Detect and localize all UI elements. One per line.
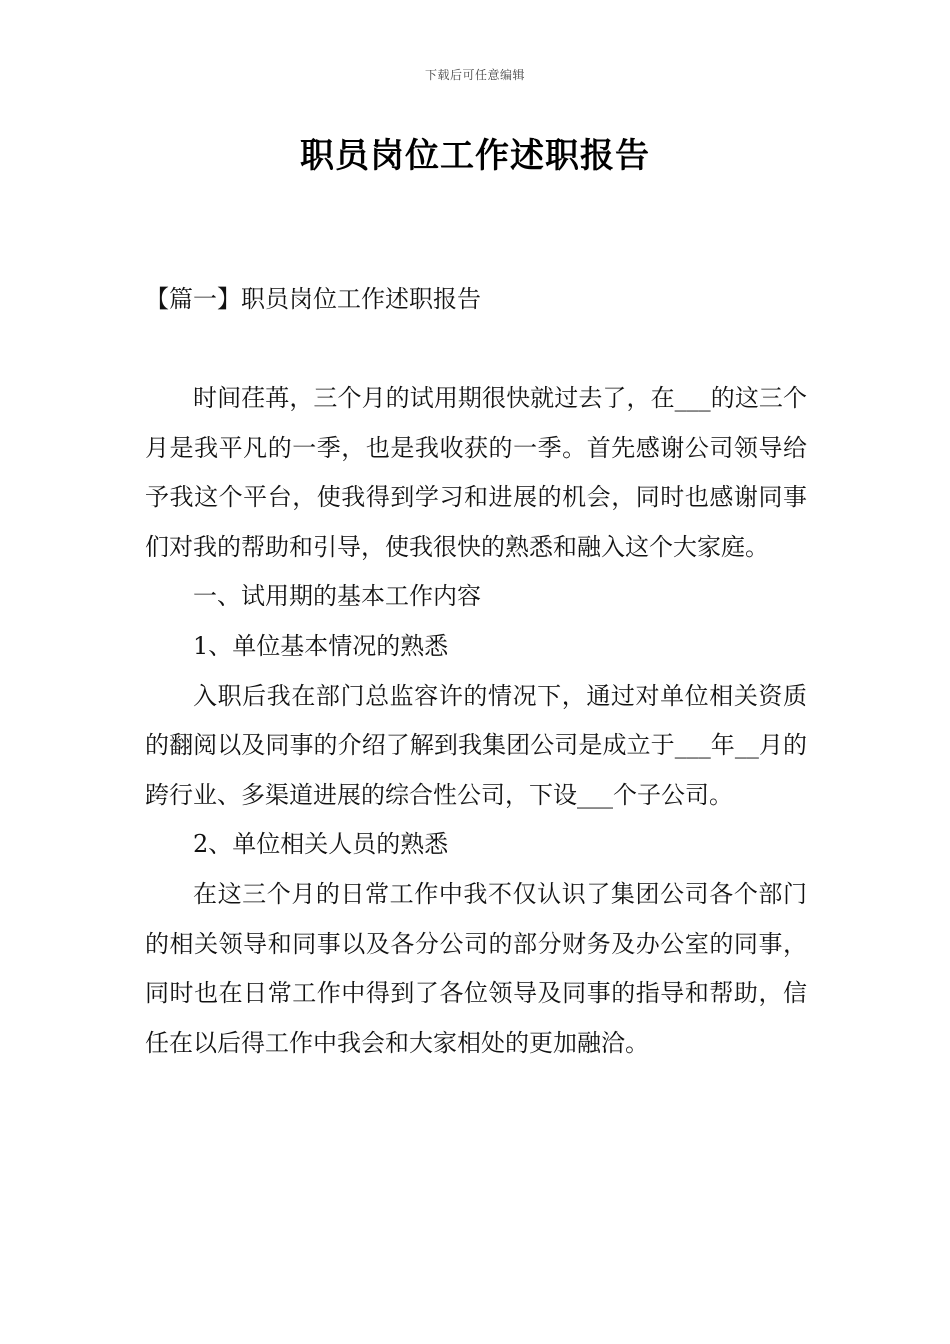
paragraph-intro: 时间荏苒，三个月的试用期很快就过去了，在___的这三个月是我平凡的一季，也是我收获的一季。首先感谢公司领导给予我这个平台，使我得到学习和进展的机会，同时也感谢同事们对我的帮助和引导，使我很快的熟悉和融入这个大家庭。 (145, 384, 807, 561)
document-title: 职员岗位工作述职报告 (300, 136, 650, 176)
heading-probation-work: 一、试用期的基本工作内容 (193, 582, 481, 611)
subheading-staff-familiarity: 2、单位相关人员的熟悉 (193, 830, 449, 859)
header-note: 下载后可任意编辑 (424, 68, 525, 82)
document-body (145, 374, 807, 1068)
section-heading: 【篇一】职员岗位工作述职报告 (145, 285, 481, 313)
subheading-unit-overview: 1、单位基本情况的熟悉 (193, 631, 449, 660)
paragraph-unit-overview: 入职后我在部门总监容许的情况下，通过对单位相关资质的翻阅以及同事的介绍了解到我集团公司是成立于___年__月的跨行业、多渠道进展的综合性公司，下设___个子公司。 (145, 681, 807, 809)
paragraph-staff-familiarity: 在这三个月的日常工作中我不仅认识了集团公司各个部门的相关领导和同事以及各分公司的部分财务及办公室的同事，同时也在日常工作中得到了各位领导及同事的指导和帮助，信任在以后得工作中我会和大家相处的更加融洽。 (145, 879, 807, 1057)
